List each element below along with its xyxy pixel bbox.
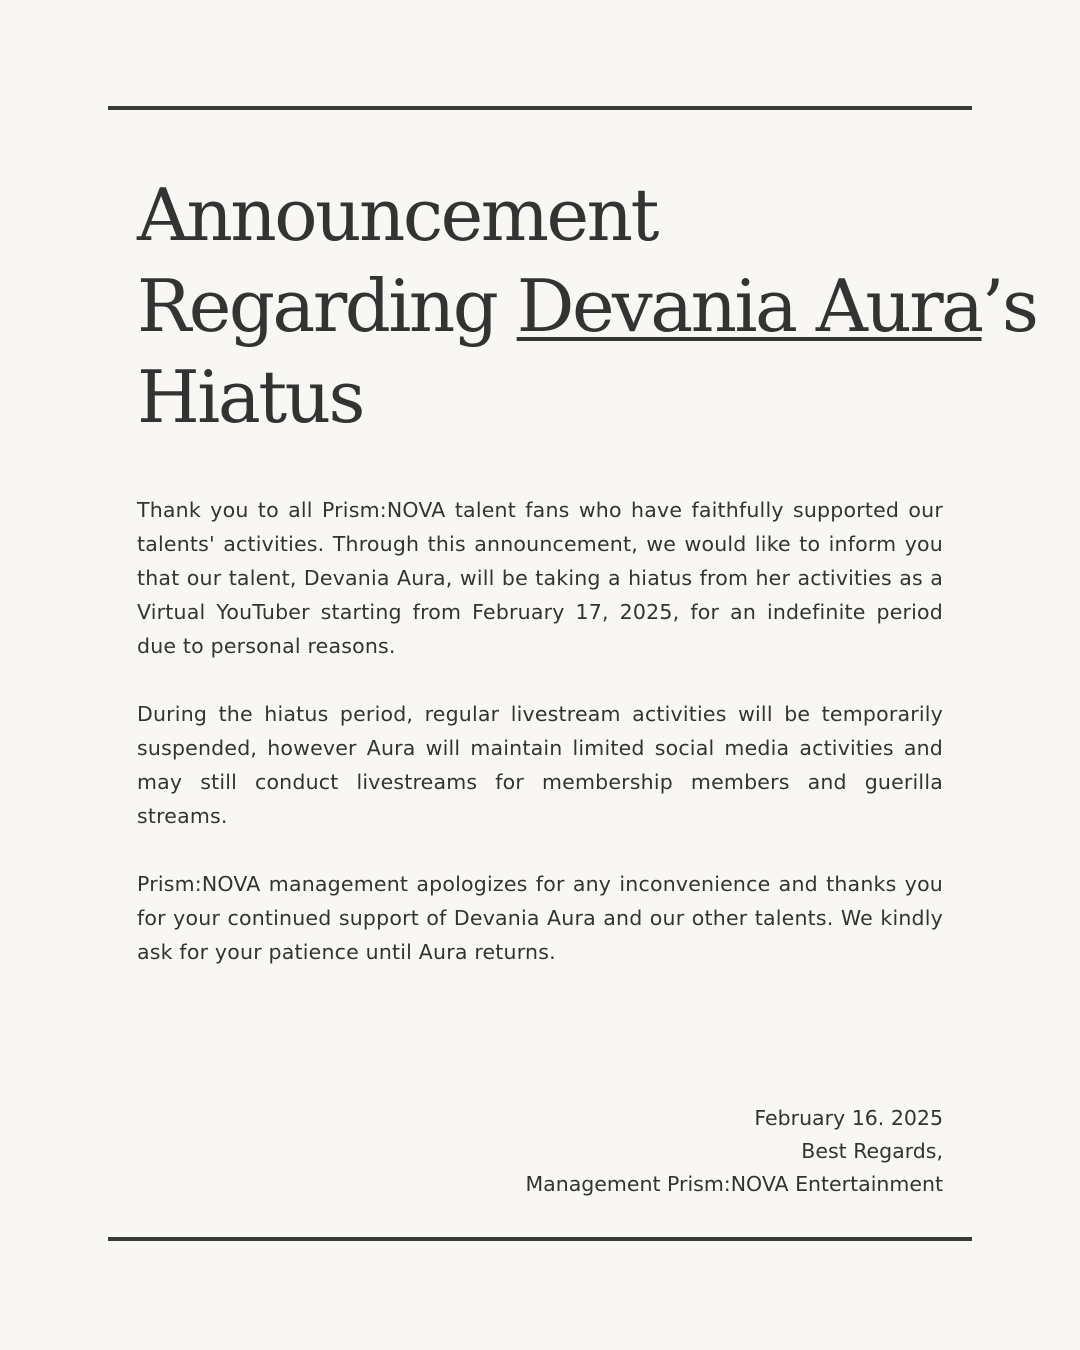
closing-salutation: Best Regards, [801, 1139, 943, 1163]
title-line-1: Announcement [137, 173, 657, 257]
top-divider [108, 106, 972, 110]
sender-name: Management Prism:NOVA Entertainment [525, 1172, 943, 1196]
title-line-2 [137, 261, 1037, 352]
announcement-body [137, 493, 943, 1003]
bottom-divider [108, 1237, 972, 1241]
talent-name: Devania Aura [516, 264, 982, 348]
title-prefix: Regarding [137, 264, 517, 348]
body-paragraph-2: During the hiatus period, regular livestream activities will be temporarily suspended, however Aura will maintain limited social media activities and may still conduct livestreams for membership members and guerilla streams. [137, 702, 943, 828]
announcement-date: February 16. 2025 [754, 1106, 943, 1130]
announcement-title [137, 170, 1037, 443]
title-suffix: ’s [981, 264, 1037, 348]
body-paragraph-1: Thank you to all Prism:NOVA talent fans who have faithfully supported our talents' activities. Through this announcement, we would like to inform you that our talent, Devania Aura, will be taking a hiatus from her activities as a Virtual YouTuber starting from February 17, 2025, for an indefinite period due to personal reasons. [137, 498, 943, 658]
title-line-3: Hiatus [137, 355, 363, 439]
signature-block [525, 1102, 943, 1201]
body-paragraph-3: Prism:NOVA management apologizes for any inconvenience and thanks you for your continued support of Devania Aura and our other talents. We kindly ask for your patience until Aura returns. [137, 872, 943, 964]
